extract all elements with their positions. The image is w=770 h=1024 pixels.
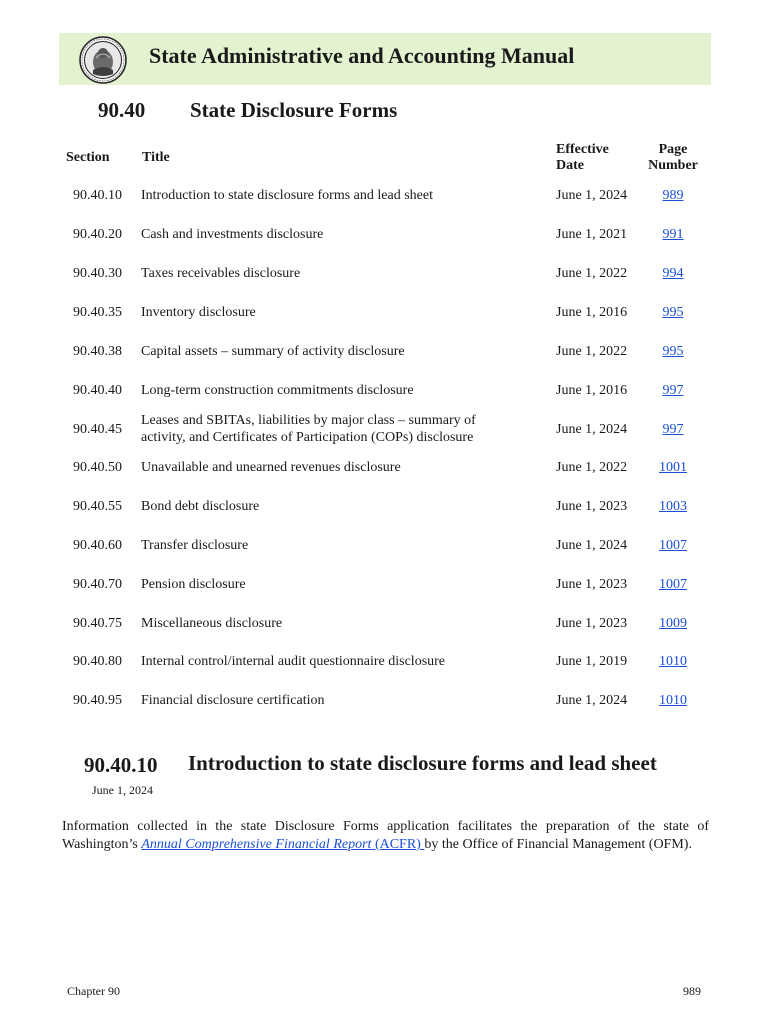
row-title: Inventory disclosure bbox=[141, 305, 256, 320]
table-row bbox=[0, 265, 770, 303]
row-page-link[interactable]: 1010 bbox=[659, 654, 687, 669]
row-date: June 1, 2024 bbox=[556, 693, 628, 708]
acfr-link-rest: (ACFR) bbox=[371, 837, 425, 852]
column-header-page bbox=[640, 142, 706, 174]
paragraph-text-after: by the Office of Financial Management (OFM). bbox=[424, 837, 692, 852]
row-title: Taxes receivables disclosure bbox=[141, 266, 301, 281]
row-date: June 1, 2022 bbox=[556, 344, 628, 359]
row-date: June 1, 2016 bbox=[556, 305, 628, 320]
acfr-link[interactable] bbox=[141, 837, 424, 852]
row-page-link[interactable]: 1009 bbox=[659, 616, 687, 631]
row-date: June 1, 2022 bbox=[556, 266, 628, 281]
table-row bbox=[0, 615, 770, 653]
row-date: June 1, 2023 bbox=[556, 616, 628, 631]
row-date: June 1, 2022 bbox=[556, 460, 628, 475]
row-page-link[interactable]: 995 bbox=[662, 344, 684, 359]
row-section: 90.40.30 bbox=[73, 266, 122, 281]
row-section: 90.40.80 bbox=[73, 654, 122, 669]
row-title: Leases and SBITAs, liabilities by major class – summary of activity, and Certificates of Participation (COPs) disclosure bbox=[141, 413, 476, 445]
row-page-link[interactable]: 989 bbox=[662, 188, 684, 203]
row-page-link[interactable]: 1007 bbox=[659, 577, 687, 592]
row-title: Transfer disclosure bbox=[141, 538, 249, 553]
subsection-title: Introduction to state disclosure forms and lead sheet bbox=[188, 751, 657, 775]
row-page-link[interactable]: 994 bbox=[662, 266, 684, 281]
row-section: 90.40.35 bbox=[73, 305, 122, 320]
acfr-link-italic: Annual Comprehensive Financial Report bbox=[141, 837, 372, 852]
paragraph-text-before: Information collected in the state Disclosure Forms application facilitates the preparation of the state of Washington’s bbox=[62, 819, 709, 852]
table-row bbox=[0, 653, 770, 691]
footer-chapter: Chapter 90 bbox=[67, 984, 120, 998]
row-section: 90.40.20 bbox=[73, 227, 122, 242]
table-row bbox=[0, 576, 770, 614]
section-number: 90.40 bbox=[98, 98, 146, 122]
column-header-date bbox=[556, 142, 609, 174]
table-row bbox=[0, 226, 770, 264]
table-row bbox=[0, 187, 770, 225]
intro-paragraph bbox=[62, 818, 709, 854]
row-date: June 1, 2024 bbox=[556, 188, 628, 203]
row-date: June 1, 2021 bbox=[556, 227, 628, 242]
row-date: June 1, 2024 bbox=[556, 538, 628, 553]
row-page-link[interactable]: 995 bbox=[662, 305, 684, 320]
table-row bbox=[0, 692, 770, 730]
row-section: 90.40.45 bbox=[73, 422, 122, 437]
row-title: Long-term construction commitments disclosure bbox=[141, 383, 414, 398]
row-section: 90.40.75 bbox=[73, 616, 122, 631]
row-section: 90.40.60 bbox=[73, 538, 122, 553]
row-section: 90.40.38 bbox=[73, 344, 122, 359]
row-section: 90.40.95 bbox=[73, 693, 122, 708]
row-section: 90.40.10 bbox=[73, 188, 122, 203]
row-section: 90.40.50 bbox=[73, 460, 122, 475]
row-title: Financial disclosure certification bbox=[141, 693, 325, 708]
state-seal-icon bbox=[79, 36, 127, 84]
column-header-section: Section bbox=[66, 150, 110, 165]
subsection-date: June 1, 2024 bbox=[92, 783, 153, 797]
table-row bbox=[0, 412, 770, 450]
row-section: 90.40.40 bbox=[73, 383, 122, 398]
column-header-page-line1: Page bbox=[658, 142, 688, 157]
table-row bbox=[0, 304, 770, 342]
row-date: June 1, 2024 bbox=[556, 422, 628, 437]
row-page-link[interactable]: 991 bbox=[662, 227, 684, 242]
row-title: Introduction to state disclosure forms and lead sheet bbox=[141, 188, 433, 203]
row-date: June 1, 2023 bbox=[556, 499, 628, 514]
row-section: 90.40.70 bbox=[73, 577, 122, 592]
table-row bbox=[0, 498, 770, 536]
footer-page-number: 989 bbox=[683, 984, 701, 998]
row-date: June 1, 2019 bbox=[556, 654, 628, 669]
row-title: Cash and investments disclosure bbox=[141, 227, 324, 242]
row-date: June 1, 2016 bbox=[556, 383, 628, 398]
row-title: Internal control/internal audit questionnaire disclosure bbox=[141, 654, 446, 669]
column-header-date-line1: Effective bbox=[556, 142, 609, 157]
row-page-link[interactable]: 1001 bbox=[659, 460, 687, 475]
row-title: Bond debt disclosure bbox=[141, 499, 260, 514]
manual-title: State Administrative and Accounting Manual bbox=[149, 43, 575, 68]
table-row bbox=[0, 459, 770, 497]
row-page-link[interactable]: 997 bbox=[662, 383, 684, 398]
row-title: Unavailable and unearned revenues disclosure bbox=[141, 460, 401, 475]
table-row bbox=[0, 537, 770, 575]
column-header-page-line2: Number bbox=[648, 158, 698, 173]
row-title: Capital assets – summary of activity disclosure bbox=[141, 344, 405, 359]
row-page-link[interactable]: 997 bbox=[662, 422, 684, 437]
column-header-title: Title bbox=[142, 150, 170, 165]
row-page-link[interactable]: 1007 bbox=[659, 538, 687, 553]
column-header-date-line2: Date bbox=[556, 158, 584, 173]
row-page-link[interactable]: 1010 bbox=[659, 693, 687, 708]
table-row bbox=[0, 343, 770, 381]
row-section: 90.40.55 bbox=[73, 499, 122, 514]
row-date: June 1, 2023 bbox=[556, 577, 628, 592]
row-page-link[interactable]: 1003 bbox=[659, 499, 687, 514]
subsection-number: 90.40.10 bbox=[84, 753, 158, 777]
row-title: Miscellaneous disclosure bbox=[141, 616, 283, 631]
row-title: Pension disclosure bbox=[141, 577, 246, 592]
section-title: State Disclosure Forms bbox=[190, 98, 398, 122]
